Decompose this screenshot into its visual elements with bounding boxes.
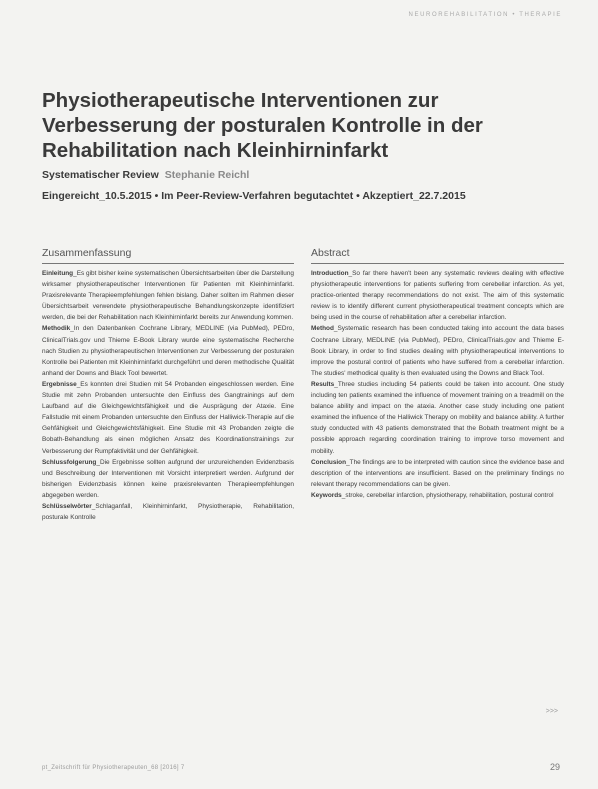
abstract-heading: Abstract [311, 247, 350, 259]
right-heading-rule [311, 263, 564, 264]
section-text: _Die Ergebnisse sollten aufgrund der unzureichenden Evidenzbasis und Beschreibung der Interventionen mit Vorsicht interpretiert werden. Aufgrund der bisherigen Evidenzbasis können keine praxisrelevanten Therapieempfehlungen abgegeben werden. [42, 458, 294, 499]
section-label: Introduction [311, 270, 349, 277]
journal-footer: pt_Zeitschrift für Physiotherapeuten_68 [2016] 7 [42, 765, 185, 771]
page-number: 29 [549, 762, 560, 772]
review-type: Systematischer Review [42, 169, 159, 181]
left-heading-rule [42, 263, 294, 264]
section-label: Results [311, 380, 335, 388]
zusammenfassung-heading: Zusammenfassung [42, 247, 132, 259]
section-text: _Three studies including 54 patients could be taken into account. One study including ten patients examined the influence of movement training on a treadmill on the balance ability and impact on the ataxia. Another case study including one patient examined the influence of the Halliwick Therapy on mobility and balance ability. A further study conducted with 43 patients demonstrated that the Bobath treatment might be a possible approach regarding coordination training to improve torso movement and mobility. [311, 380, 564, 455]
section-text: _Es konnten drei Studien mit 54 Probanden eingeschlossen werden. Eine Studie mit zehn Probanden untersuchte den Einfluss des Gangtrainings auf dem Laufband auf die Gleichgewichtsfähigkeit und die Ausprägung der Ataxie. Eine Fallstudie mit einem Probanden untersuchte den Einfluss der Halliwick-Therapie auf die Gehfähigkeit und Gleichgewichtsfähigkeit. Eine Studie mit 43 Probanden zeigte die Bobath-Behandlung als einen möglichen Ansatz des Koordinationstrainings zur Verbesserung der Rumpfaktivität und der Gehfähigkeit. [42, 380, 294, 455]
section-label: Ergebnisse [42, 380, 77, 388]
article-title: Physiotherapeutische Interventionen zur Verbesserung der posturalen Kontrolle in der Rehabilitation nach Kleinhirninfarkt [42, 89, 483, 162]
section-label: Method [311, 325, 334, 333]
section-text: _stroke, cerebellar infarction, physiotherapy, rehabilitation, postural control [341, 491, 554, 499]
section-label: Conclusion [311, 458, 347, 466]
paragraph-ergebnisse [42, 379, 294, 457]
paragraph-einleitung [42, 268, 294, 323]
section-label: Einleitung [42, 270, 74, 277]
zusammenfassung-column [42, 268, 294, 523]
section-text: _So far there haven't been any systematic reviews dealing with effective physiotherapeutic interventions for patients suffering from cerebellar infarction. As yet, practice-oriented therapy recommendations do not exist. The aim of this systematic review is to identify different current physiotherapeutical treatment concepts which are being used in the course of rehabilitation after a cerebellar infarction. [311, 270, 564, 322]
author-name: Stephanie Reichl [164, 169, 250, 181]
submission-dates: Eingereicht_10.5.2015 • Im Peer-Review-Verfahren begutachtet • Akzeptiert_22.7.2015 [42, 190, 466, 202]
section-label: Schlussfolgerung [42, 458, 97, 466]
section-label: Methodik [42, 325, 71, 333]
paragraph-methodik [42, 323, 294, 378]
section-text: _Es gibt bisher keine systematischen Übersichtsarbeiten über die Darstellung wirksamer physiotherapeutischer Interventionen für Patienten mit Kleinhirninfarkt. Praxisrelevante Therapieempfehlungen fehlen bislang. Daher sollten im Rahmen dieser Übersichtsarbeit verwendete physiotherapeutische Behandlungskonzepte identifiziert werden, die bei der Rehabilitation nach Kleinhirninfarkt bereits zur Anwendung kommen. [42, 270, 294, 322]
section-text: _Systematic research has been conducted taking into account the data bases Cochrane Library, MEDLINE (via PubMed), PEDro, ClinicalTrials.gov and Thieme E-Book Library, in order to find studies dealing with physiotherapeutical interventions to improve the postural control of patients who have suffered from a cerebellar infarction. The studies' methodical quality is then evaluated using the Downs and Black Tool. [311, 325, 564, 377]
paragraph-results [311, 379, 564, 457]
section-label: Schlüsselwörter [42, 502, 92, 510]
paragraph-schlussfolgerung [42, 457, 294, 501]
abstract-column [311, 268, 564, 501]
paragraph-introduction [311, 268, 564, 323]
continued-indicator: >>> [545, 708, 558, 715]
running-head: NEUROREHABILITATION • THERAPIE [408, 12, 562, 18]
section-label: Keywords [311, 491, 342, 499]
section-text: _In den Datenbanken Cochrane Library, MEDLINE (via PubMed), PEDro, ClinicalTrials.gov und Thieme E-Book Library wurde eine systematische Recherche nach Studien zu physiotherapeutischen Interventionen zur Verbesserung der posturalen Kontrolle bei Patienten mit Kleinhirninfarkt durchgeführt und deren methodische Qualität anhand der Downs and Black Tool bewertet. [42, 325, 294, 377]
section-text: _The findings are to be interpreted with caution since the evidence base and description of the interventions are insufficient. Based on the preliminary findings no relevant therapy recommendations can be given. [311, 458, 564, 488]
review-line [42, 169, 249, 181]
paragraph-keywords [311, 490, 564, 501]
section-text: _Schlaganfall, Kleinhirninfarkt, Physiotherapie, Rehabilitation, posturale Kontrolle [42, 502, 294, 522]
paragraph-conclusion [311, 457, 564, 490]
paragraph-schluesselwoerter [42, 501, 294, 523]
paragraph-method [311, 323, 564, 378]
